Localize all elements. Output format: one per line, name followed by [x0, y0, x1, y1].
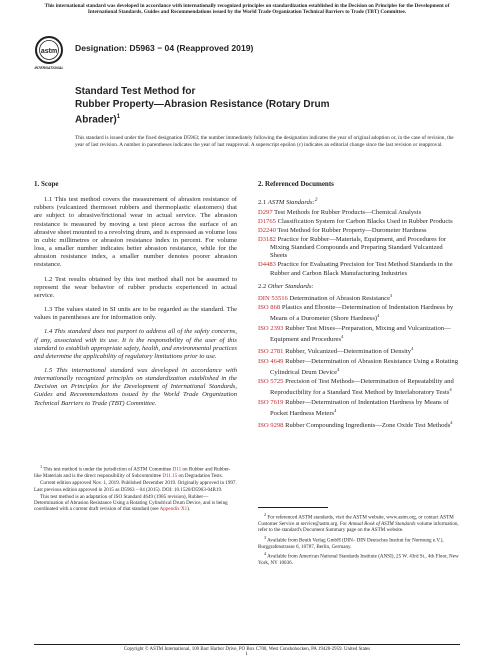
reference-title: Test Methods for Rubber Products—Chemical Analysis: [272, 208, 422, 216]
top-notice: This international standard was developed in accordance with internationally recognized principles on standardization established in the Decision on Principles for the Development of International Standards, Guides and Recommendations issued by the World Trade Organization Technical Barriers to Trade (TBT) Committee.: [44, 3, 450, 16]
reference-code-link[interactable]: ISO 868: [258, 304, 281, 312]
footnote-3: $^3$ Available from Beuth Verlag GmbH (DIN– DIN Deutsches Institut fur Normung e.V.), Burggrafenstrasse 6, 10787, Berlin, Germany.: [258, 534, 444, 550]
reference-item: [258, 292, 461, 303]
reference-code-link[interactable]: D1765: [258, 217, 276, 225]
astm-logo: [34, 35, 64, 75]
reference-code-link[interactable]: ISO 2781: [258, 348, 284, 356]
footnote-edition: Current edition approved Nov. 1, 2019. Published December 2019. Originally approved in 1997. Last previous edition approved in 2015 as D5963 – 04 (2015). DOI: 10.1520/D5963-04R19.: [34, 480, 237, 493]
reference-footnote-mark: 4: [449, 387, 452, 393]
reference-code-link[interactable]: ISO 4649: [258, 357, 284, 365]
reference-item: [258, 399, 461, 419]
appendix-link[interactable]: Appendix X1: [159, 506, 188, 513]
footnote-adaptation: This test method is an adaptation of ISO Standard 4649 (1985 revision), Rubber—Determination of Abrasion Resistance Using a Rotating Cylindrical Drum Device, and is being coordinated with a current draft revision of that standard (see Appendix X1).: [34, 493, 228, 513]
issued-note: This standard is issued under the fixed designation D5963; the number immediately following the designation indicates the year of original adoption or, in the case of revision, the year of last revision. A number in parentheses indicates the year of last reapproval. A superscript epsilon (ε) indicates an editorial change since the last revision or reapproval.: [75, 135, 454, 148]
reference-item: [258, 325, 461, 345]
reference-footnote-mark: 4: [377, 313, 380, 319]
scope-para-1-5: 1.5 This international standard was developed in accordance with internationally recognized principles on standardization established in the Decision on Principles for the Development of International Standards, Guides and Recommendations issued by the World Trade Organization Technical Barriers to Trade (TBT) Committee.: [34, 366, 237, 407]
reference-footnote-mark: 4: [411, 346, 414, 352]
reference-footnote-mark: 4: [450, 420, 453, 426]
reference-code-link[interactable]: ISO 5725: [258, 378, 284, 386]
astm-standards-subheading: 2.1 ASTM Standards:$^2$: [258, 197, 318, 207]
svg-text:astm: astm: [40, 48, 58, 55]
reference-item: [258, 209, 461, 217]
astm-standards-list: [258, 209, 461, 278]
other-standards-list: [258, 292, 461, 431]
footnote-4: $^4$ Available from American National Standards Institute (ANSI), 25 W. 43rd St., 4th Floor, New York, NY 10036.: [258, 550, 459, 566]
reference-item: [258, 304, 461, 324]
footnote-divider: [258, 507, 328, 508]
reference-code-link[interactable]: ISO 9298: [258, 422, 284, 430]
scope-para-1-1: 1.1 This test method covers the measurement of abrasion resistance of rubbers (vulcanized thermoset rubbers and thermoplastic elastomers) that are subject to abrasive/frictional wear in actual service. The abrasion resistance is measured by moving a test piece across the surface of an abrasive sheet mounted to a revolving drum, and is expressed as volume loss in cubic millimetres or abrasion resistance index in percent. For volume loss, a smaller number indicates better abrasion resistance, while for the abrasion resistance index, a smaller number denotes poorer abrasion resistance.: [34, 196, 237, 269]
reference-code-link[interactable]: D297: [258, 208, 273, 216]
committee-link[interactable]: D11: [172, 466, 182, 473]
reference-title: Test Method for Rubber Property—Durometer Hardness: [275, 226, 427, 234]
footnotes-left: [34, 464, 237, 514]
title-footnote-mark: 1: [116, 114, 121, 121]
footer-divider: [34, 644, 460, 645]
reference-code-link[interactable]: D4483: [258, 261, 276, 269]
right-column: [258, 180, 461, 431]
reference-item: [258, 345, 461, 356]
referenced-documents-heading: 2. Referenced Documents: [258, 180, 334, 188]
scope-para-1-3: 1.3 The values stated in SI units are to be regarded as the standard. The values in parentheses are for information only.: [34, 306, 237, 322]
reference-item: [258, 218, 461, 226]
title-line-2: Rubber Property—Abrasion Resistance (Rotary Drum: [75, 98, 330, 110]
title-line-1: Standard Test Method for: [75, 86, 196, 97]
scope-heading: 1. Scope: [34, 180, 59, 188]
reference-code-link[interactable]: D3182: [258, 235, 276, 243]
reference-footnote-mark: 4: [341, 333, 344, 339]
title-line-3: Abrader): [75, 114, 117, 126]
reference-item: [258, 261, 461, 277]
logo-caption: INTERNATIONAL: [34, 66, 64, 70]
reference-code-link[interactable]: DIN 53516: [258, 295, 288, 303]
footnotes-right: [258, 507, 461, 567]
reference-footnote-mark: 4: [334, 407, 337, 413]
copyright-line: Copyright © ASTM International, 100 Barr Harbor Drive, PO Box C700, West Conshohocken, PA 19428-2959. United States: [123, 647, 371, 652]
left-column: [34, 180, 237, 414]
reference-item: [258, 227, 461, 235]
reference-code-link[interactable]: ISO 2393: [258, 324, 284, 332]
reference-title: Classification System for Carbon Blacks Used in Rubber Products: [275, 217, 453, 225]
reference-item: [258, 378, 461, 398]
reference-title: Precision of Test Methods—Determination of Repeatability and Reproducibility for a Standard Test Method by Interlaboratory Tests: [270, 378, 454, 397]
scope-para-1-4: 1.4 This standard does not purport to address all of the safety concerns, if any, associated with its use. It is the responsibility of the user of this standard to establish appropriate safety, health, and environmental practices and determine the applicability of regulatory limitations prior to use.: [34, 328, 237, 360]
reference-title: Rubber Test Mixes—Preparation, Mixing and Vulcanization—Equipment and Procedures: [270, 324, 451, 344]
reference-title: Rubber Compounding Ingredients—Zone Oxide Test Methods: [283, 422, 451, 430]
reference-title: Practice for Evaluating Precision for Test Method Standards in the Rubber and Carbon Black Manufacturing Industries: [270, 261, 453, 277]
page-number: 1: [245, 652, 248, 657]
reference-item: [258, 358, 461, 378]
reference-footnote-mark: 4: [337, 366, 340, 372]
reference-item: [258, 419, 461, 430]
reference-footnote-mark: 3: [390, 292, 393, 298]
reference-code-link[interactable]: ISO 7619: [258, 398, 284, 406]
reference-title: Rubber—Determination of Indentation Hardness by Means of Pocket Hardness Meters: [270, 398, 449, 417]
subcommittee-link[interactable]: D11.15: [162, 472, 178, 479]
reference-code-link[interactable]: D2240: [258, 226, 276, 234]
footnote-1: $^1$ This test method is under the jurisdiction of ASTM Committee D11 on Rubber and Rubber-like Materials and is the direct responsibility of Subcommittee D11.15 on Degradation Tests.: [34, 464, 231, 479]
reference-item: [258, 236, 461, 260]
scope-para-1-2: 1.2 Test results obtained by this test method shall not be assumed to represent the wear behavior of rubber products experienced in actual service.: [34, 275, 237, 299]
reference-title: Rubber, Vulcanized—Determination of Density: [283, 348, 412, 356]
document-title: [75, 86, 375, 127]
designation: Designation: D5963 − 04 (Reapproved 2019): [75, 43, 254, 53]
reference-title: Rubber—Determination of Abrasion Resistance Using a Rotating Cylindrical Drum Device: [270, 357, 458, 376]
reference-title: Determination of Abrasion Resistance: [287, 295, 391, 303]
other-standards-subheading: 2.2 Other Standards:: [258, 282, 314, 290]
reference-title: Practice for Rubber—Materials, Equipment, and Procedures for Mixing Standard Compounds and Preparing Standard Vulcanized Sheets: [270, 235, 447, 260]
footnote-2: $^2$ For referenced ASTM standards, visit the ASTM website, www.astm.org, or contact ASTM Customer Service at service@astm.org. For Annual Book of ASTM Standards volume information, refer to the standard's Document Summary page on the ASTM website.: [258, 512, 459, 534]
reference-title: Plastics and Ebonite—Determination of Indentation Hardness by Means of a Durometer (Shore Hardness): [270, 304, 454, 323]
